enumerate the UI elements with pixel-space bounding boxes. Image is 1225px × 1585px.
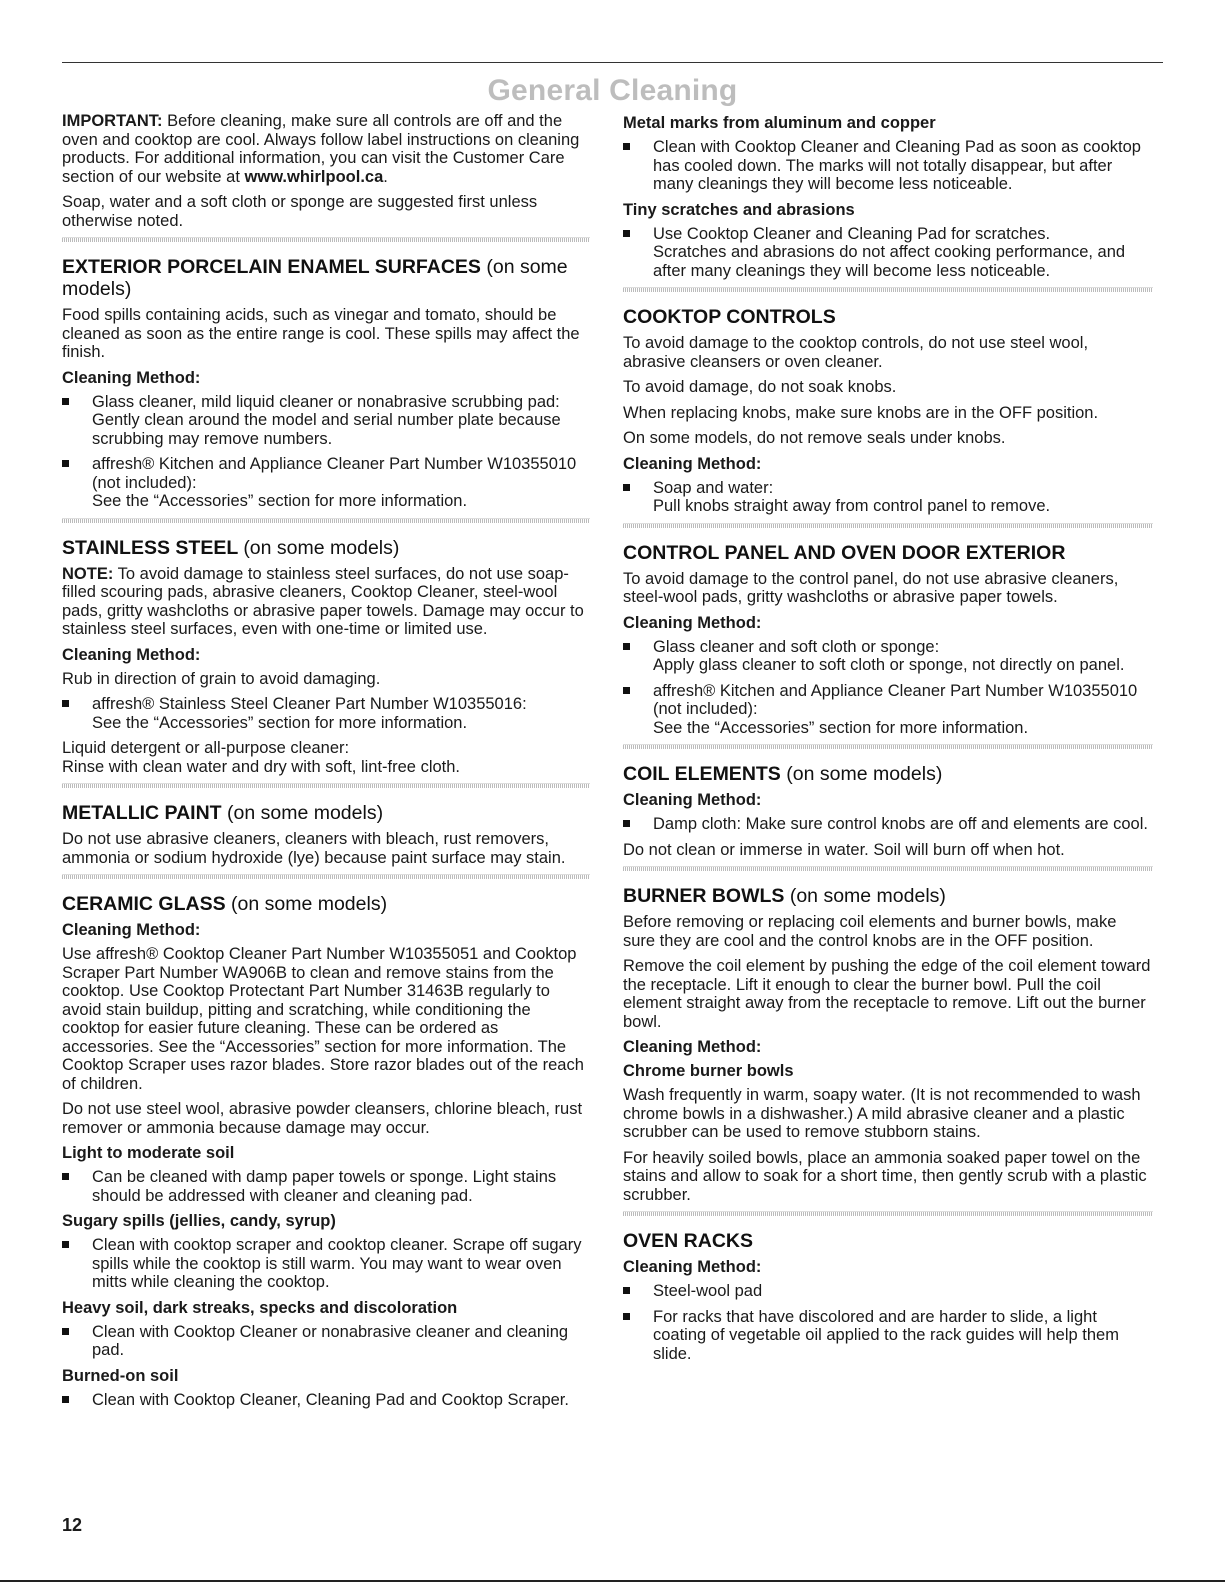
cleaning-method-heading: Cleaning Method: [62,645,201,664]
section-heading-metallic: METALLIC PAINT (on some models) [62,802,384,824]
section-heading-cooktop-controls: COOKTOP CONTROLS [623,306,836,328]
list-item: For racks that have discolored and are harder to slide, a light coating of vegetable oil applied to the rack guides will help them slide. [623,1308,1153,1364]
page-number: 12 [62,1515,83,1535]
ceramic-p2: Do not use steel wool, abrasive powder cleansers, chlorine bleach, rust remover or ammonia because damage may occur. [62,1100,583,1137]
important-text: Before cleaning, make sure all controls are off and the oven and cooktop are cool. Always follow label instructions on cleaning products. For additional information, you can visit the Customer Care section of our website at [62,112,580,186]
list-item: Can be cleaned with damp paper towels or sponge. Light stains should be addressed with cleaner and cleaning pad. [62,1168,590,1205]
important-paragraph [62,112,590,186]
controls-p4: On some models, do not remove seals under knobs. [623,429,1006,447]
list-item: affresh® Stainless Steel Cleaner Part Number W10355016: See the “Accessories” section for more information. [62,695,590,732]
section-divider [62,783,590,788]
section-divider [623,523,1153,528]
list-item: Steel-wool pad [623,1282,1153,1301]
section-heading-ceramic: CERAMIC GLASS (on some models) [62,893,388,915]
cleaning-method-heading: Cleaning Method: [623,791,762,809]
cleaning-method-heading: Cleaning Method: [62,368,201,387]
list-item: Glass cleaner, mild liquid cleaner or nonabrasive scrubbing pad: Gently clean around the model and serial number plate because scrubbing may remove numbers. [62,393,590,449]
page-title: General Cleaning [487,74,738,107]
section-heading-oven-racks: OVEN RACKS [623,1230,754,1252]
list-item: Glass cleaner and soft cloth or sponge: Apply glass cleaner to soft cloth or sponge, not directly on panel. [623,638,1153,675]
stainless-note: NOTE: To avoid damage to stainless steel surfaces, do not use soap-filled scouring pads, abrasive cleaners, Cooktop Cleaner, steel-wool pads, gritty washcloths or abrasive paper towels. Damage may occur to stainless steel surfaces, even with one-time or limited use. [62,564,584,638]
section-divider [62,874,590,879]
section-heading-burner-bowls: BURNER BOWLS (on some models) [623,885,946,907]
porcelain-intro: Food spills containing acids, such as vinegar and tomato, should be cleaned as soon as the entire range is cool. These spills may affect the finish. [62,306,580,361]
section-divider [623,287,1153,292]
burner-p2: Remove the coil element by pushing the edge of the coil element toward the receptacle. Lift it enough to clear the burner bowl. Pull the coil element straight away from the receptacle to remove. Lift out the burner bowl. [623,957,1151,1031]
website-link[interactable]: www.whirlpool.ca [244,167,384,186]
important-end: . [383,167,388,186]
burner-p3: Wash frequently in warm, soapy water. (It is not recommended to wash chrome bowls in a dishwasher.) A mild abrasive cleaner and a plastic scrubber can be used to remove stubborn stains. [623,1086,1141,1141]
controls-p3: When replacing knobs, make sure knobs are in the OFF position. [623,403,1099,422]
list-item: Clean with cooktop scraper and cooktop cleaner. Scrape off sugary spills while the cooktop is still warm. You may want to wear oven mitts while cleaning the cooktop. [62,1236,590,1292]
cleaning-method-heading: Cleaning Method: [62,921,201,939]
list-item: Clean with Cooktop Cleaner, Cleaning Pad and Cooktop Scraper. [62,1391,590,1410]
controls-p2: To avoid damage, do not soak knobs. [623,378,897,396]
list-item: Damp cloth: Make sure control knobs are off and elements are cool. [623,815,1153,834]
section-heading-stainless: STAINLESS STEEL (on some models) [62,536,400,559]
list-item: affresh® Kitchen and Appliance Cleaner Part Number W10355010 (not included): See the “Accessories” section for more information. [623,682,1153,738]
cleaning-method-heading: Cleaning Method: [623,1038,762,1056]
burner-p4: For heavily soiled bowls, place an ammonia soaked paper towel on the stains and allow to soak for a short time, then gently scrub with a plastic scrubber. [623,1148,1147,1204]
section-divider [623,744,1153,749]
important-label: IMPORTANT: [62,112,163,130]
list-item: Soap and water: Pull knobs straight away from control panel to remove. [623,479,1153,516]
section-heading-control-panel: CONTROL PANEL AND OVEN DOOR EXTERIOR [623,541,1066,564]
section-divider [623,866,1153,871]
section-heading-coil-elements: COIL ELEMENTS (on some models) [623,763,943,785]
cleaning-method-heading: Cleaning Method: [623,613,762,632]
list-item: Clean with Cooktop Cleaner or nonabrasive cleaner and cleaning pad. [62,1323,590,1360]
subheading-burned-on: Burned-on soil [62,1366,179,1385]
subheading-chrome-bowls: Chrome burner bowls [623,1062,794,1080]
subheading-light-soil: Light to moderate soil [62,1144,235,1162]
burner-p1: Before removing or replacing coil elements and burner bowls, make sure they are cool and the control knobs are in the OFF position. [623,913,1117,950]
subheading-heavy-soil: Heavy soil, dark streaks, specks and discoloration [62,1298,458,1317]
section-divider [62,518,590,523]
panel-intro: To avoid damage to the control panel, do not use abrasive cleaners, steel-wool pads, gritty washcloths or abrasive paper towels. [623,569,1119,606]
left-column [62,112,590,1416]
stainless-rub: Rub in direction of grain to avoid damaging. [62,669,381,688]
cleaning-method-heading: Cleaning Method: [623,1258,762,1276]
controls-p1: To avoid damage to the cooktop controls, do not use steel wool, abrasive cleansers or oven cleaner. [623,334,1089,371]
ceramic-p1: Use affresh® Cooktop Cleaner Part Number W10355051 and Cooktop Scraper Part Number WA906B to clean and remove stains from the cooktop. Use Cooktop Protectant Part Number 31463B regularly to avoid stain buildup, pitting and scratching, while conditioning the cooktop for easier future cleaning. These can be ordered as accessories. See the “Accessories” section for more information. The Cooktop Scraper uses razor blades. Store razor blades out of the reach of children. [62,945,584,1093]
section-divider [62,237,590,242]
section-divider [623,1211,1153,1216]
right-column [623,112,1153,1370]
subheading-tiny-scratches: Tiny scratches and abrasions [623,200,855,219]
section-heading-porcelain: EXTERIOR PORCELAIN ENAMEL SURFACES (on some models) [62,256,568,300]
stainless-liquid: Liquid detergent or all-purpose cleaner: Rinse with clean water and dry with soft, lint-free cloth. [62,739,461,776]
top-rule [62,62,1163,63]
bottom-rule [0,1580,1225,1582]
soap-paragraph: Soap, water and a soft cloth or sponge are suggested first unless otherwise noted. [62,193,538,230]
subheading-sugary: Sugary spills (jellies, candy, syrup) [62,1212,336,1230]
cleaning-method-heading: Cleaning Method: [623,454,762,473]
metallic-text: Do not use abrasive cleaners, cleaners with bleach, rust removers, ammonia or sodium hydroxide (lye) because paint surface may stain. [62,830,566,867]
list-item: Use Cooktop Cleaner and Cleaning Pad for scratches. Scratches and abrasions do not affect cooking performance, and after many cleanings they will become less noticeable. [623,225,1153,281]
list-item: Clean with Cooktop Cleaner and Cleaning Pad as soon as cooktop has cooled down. The marks will not totally disappear, but after many cleanings they will become less noticeable. [623,138,1153,194]
coil-p1: Do not clean or immerse in water. Soil will burn off when hot. [623,840,1065,859]
list-item: affresh® Kitchen and Appliance Cleaner Part Number W10355010 (not included): See the “Accessories” section for more information. [62,455,590,511]
subheading-metal-marks: Metal marks from aluminum and copper [623,114,936,132]
